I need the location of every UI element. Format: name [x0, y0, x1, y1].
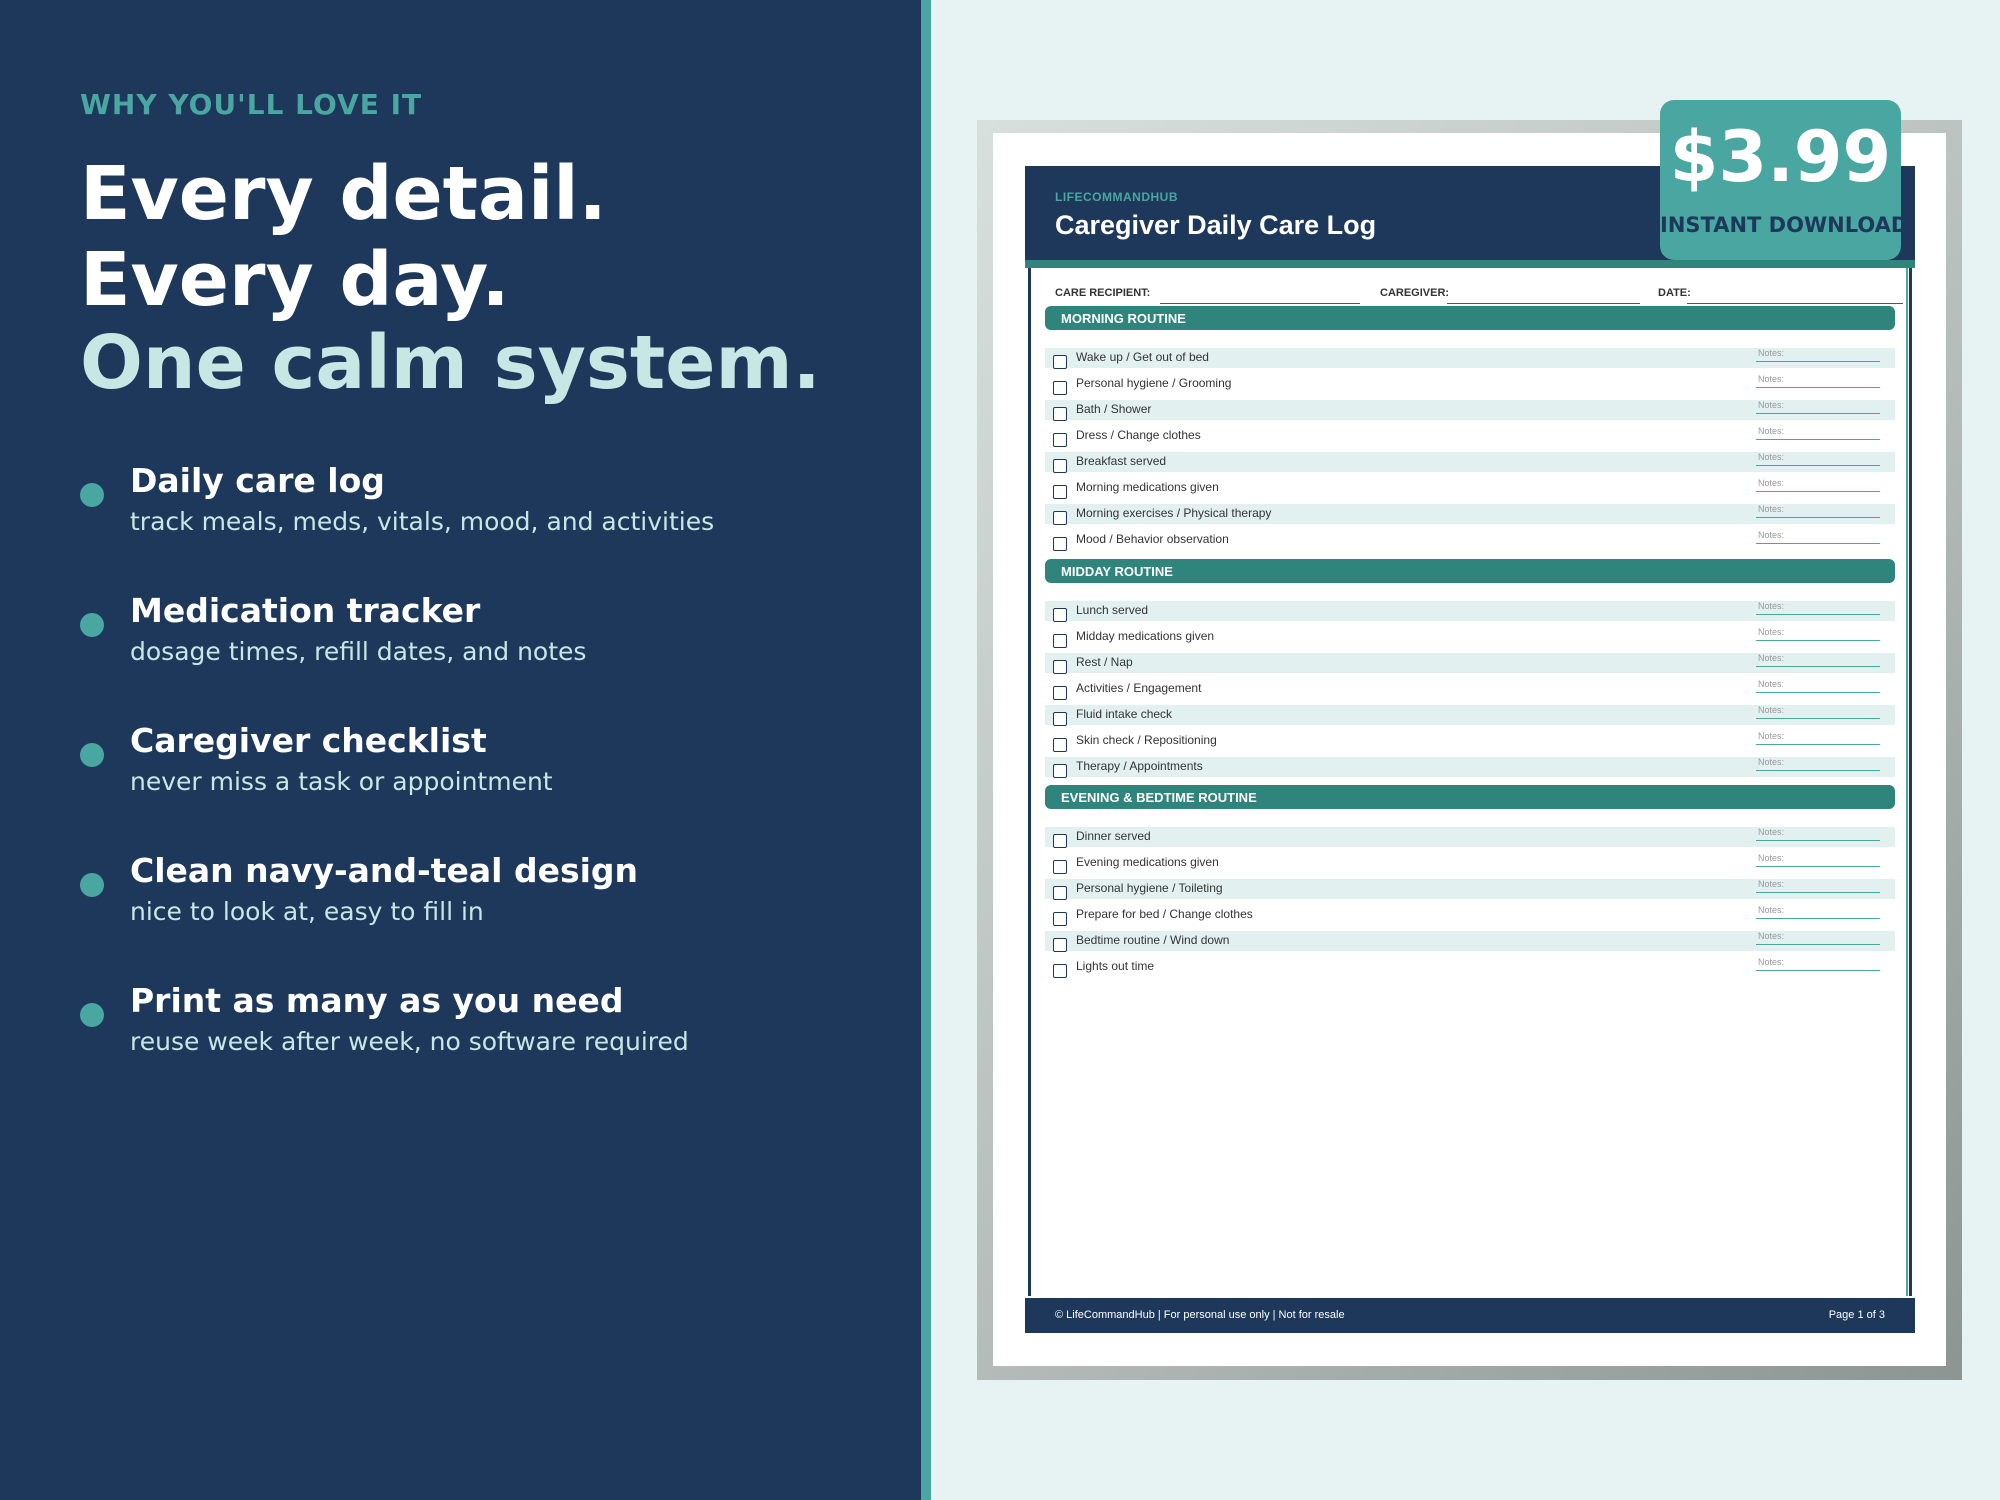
- checklist-row: [1045, 679, 1895, 699]
- checklist-row: [1045, 931, 1895, 951]
- bullet-dot-icon: [80, 613, 104, 637]
- panel-divider: [921, 0, 931, 1500]
- feature-title: Daily care log: [130, 461, 385, 500]
- checklist-row: [1045, 757, 1895, 777]
- feature-subtitle: dosage times, refill dates, and notes: [130, 637, 587, 666]
- checkbox[interactable]: [1053, 686, 1067, 700]
- caregiver-label: CAREGIVER:: [1380, 287, 1450, 299]
- notes-label: Notes:: [1758, 853, 1785, 863]
- checklist-item-label: Skin check / Repositioning: [1076, 733, 1217, 747]
- notes-line[interactable]: [1756, 744, 1880, 745]
- notes-line[interactable]: [1756, 387, 1880, 388]
- checklist-item-label: Morning medications given: [1076, 480, 1219, 494]
- checklist-item-label: Lights out time: [1076, 959, 1155, 973]
- price-badge[interactable]: [1660, 100, 1909, 260]
- notes-label: Notes:: [1758, 653, 1785, 663]
- feature-subtitle: never miss a task or appointment: [130, 767, 553, 796]
- checklist-row: [1045, 705, 1895, 725]
- notes-label: Notes:: [1758, 931, 1785, 941]
- notes-label: Notes:: [1758, 426, 1785, 436]
- feature-subtitle: nice to look at, easy to fill in: [130, 897, 484, 926]
- notes-label: Notes:: [1758, 348, 1785, 358]
- notes-line[interactable]: [1756, 640, 1880, 641]
- checklist-row: [1045, 374, 1895, 394]
- checkbox[interactable]: [1053, 459, 1067, 473]
- eyebrow-label: WHY YOU'LL LOVE IT: [80, 88, 423, 121]
- notes-line[interactable]: [1756, 918, 1880, 919]
- section-title: MIDDAY ROUTINE: [1061, 564, 1173, 579]
- checkbox[interactable]: [1053, 860, 1067, 874]
- info-fields-row: [1037, 273, 1903, 305]
- feature-item: [80, 591, 880, 681]
- notes-line[interactable]: [1756, 491, 1880, 492]
- checklist-item-label: Fluid intake check: [1076, 707, 1173, 721]
- notes-line[interactable]: [1756, 543, 1880, 544]
- bullet-dot-icon: [80, 1003, 104, 1027]
- instant-download-label: INSTANT DOWNLOAD: [1660, 213, 1909, 237]
- checkbox[interactable]: [1053, 608, 1067, 622]
- date-field[interactable]: [1687, 303, 1903, 304]
- feature-item: [80, 981, 880, 1071]
- section-header: [1045, 306, 1895, 330]
- checklist-row: [1045, 905, 1895, 925]
- notes-line[interactable]: [1756, 666, 1880, 667]
- notes-line[interactable]: [1756, 692, 1880, 693]
- checklist-row: [1045, 731, 1895, 751]
- checklist-item-label: Activities / Engagement: [1076, 681, 1202, 695]
- feature-subtitle: reuse week after week, no software required: [130, 1027, 689, 1056]
- checkbox[interactable]: [1053, 964, 1067, 978]
- checkbox[interactable]: [1053, 355, 1067, 369]
- checklist-item-label: Lunch served: [1076, 603, 1149, 617]
- notes-label: Notes:: [1758, 400, 1785, 410]
- checkbox[interactable]: [1053, 764, 1067, 778]
- care-log-document: [1025, 166, 1915, 1333]
- feature-item: [80, 721, 880, 811]
- notes-label: Notes:: [1758, 452, 1785, 462]
- checklist-row: [1045, 426, 1895, 446]
- checkbox[interactable]: [1053, 712, 1067, 726]
- checklist-item-label: Evening medications given: [1076, 855, 1219, 869]
- notes-line[interactable]: [1756, 361, 1880, 362]
- document-title: Caregiver Daily Care Log: [1055, 210, 1377, 240]
- footer-page-number: Page 1 of 3: [1828, 1309, 1885, 1321]
- checklist-row: [1045, 957, 1895, 977]
- feature-title: Clean navy-and-teal design: [130, 851, 639, 890]
- checkbox[interactable]: [1053, 511, 1067, 525]
- checklist-item-label: Dress / Change clothes: [1076, 428, 1201, 442]
- notes-line[interactable]: [1756, 439, 1880, 440]
- notes-line[interactable]: [1756, 840, 1880, 841]
- section-title: EVENING & BEDTIME ROUTINE: [1061, 790, 1257, 805]
- checklist-item-label: Personal hygiene / Toileting: [1076, 881, 1223, 895]
- headline-line-3: One calm system.: [80, 320, 821, 406]
- notes-label: Notes:: [1758, 679, 1785, 689]
- price-value: $3.99: [1669, 116, 1892, 198]
- checklist-row: [1045, 452, 1895, 472]
- notes-label: Notes:: [1758, 374, 1785, 384]
- checkbox[interactable]: [1053, 537, 1067, 551]
- checklist-item-label: Rest / Nap: [1076, 655, 1133, 669]
- notes-label: Notes:: [1758, 879, 1785, 889]
- headline-line-1: Every detail.: [80, 151, 607, 237]
- feature-item: [80, 461, 880, 551]
- checklist-item-label: Prepare for bed / Change clothes: [1076, 907, 1253, 921]
- checklist-row: [1045, 400, 1895, 420]
- section-header: [1045, 785, 1895, 809]
- notes-line[interactable]: [1756, 944, 1880, 945]
- section-title: MORNING ROUTINE: [1061, 311, 1186, 326]
- checklist-row: [1045, 653, 1895, 673]
- notes-label: Notes:: [1758, 504, 1785, 514]
- notes-line[interactable]: [1756, 770, 1880, 771]
- checklist-item-label: Morning exercises / Physical therapy: [1076, 506, 1272, 520]
- notes-line[interactable]: [1756, 517, 1880, 518]
- notes-label: Notes:: [1758, 601, 1785, 611]
- care-recipient-field[interactable]: [1160, 303, 1360, 304]
- checklist-item-label: Dinner served: [1076, 829, 1151, 843]
- feature-title: Medication tracker: [130, 591, 481, 630]
- notes-line[interactable]: [1756, 866, 1880, 867]
- checklist-item-label: Mood / Behavior observation: [1076, 532, 1229, 546]
- checklist-row: [1045, 827, 1895, 847]
- checklist-row: [1045, 627, 1895, 647]
- checklist-row: [1045, 348, 1895, 368]
- document-brand: LIFECOMMANDHUB: [1055, 190, 1178, 204]
- bullet-dot-icon: [80, 483, 104, 507]
- date-label: DATE:: [1658, 287, 1691, 299]
- notes-label: Notes:: [1758, 627, 1785, 637]
- notes-label: Notes:: [1758, 957, 1785, 967]
- checklist-item-label: Bath / Shower: [1076, 402, 1152, 416]
- notes-label: Notes:: [1758, 731, 1785, 741]
- checkbox[interactable]: [1053, 738, 1067, 752]
- checkbox[interactable]: [1053, 834, 1067, 848]
- checkbox[interactable]: [1053, 407, 1067, 421]
- notes-label: Notes:: [1758, 827, 1785, 837]
- checkbox[interactable]: [1053, 912, 1067, 926]
- checklist-row: [1045, 601, 1895, 621]
- checklist-row: [1045, 478, 1895, 498]
- bullet-dot-icon: [80, 743, 104, 767]
- checkbox[interactable]: [1053, 634, 1067, 648]
- checkbox[interactable]: [1053, 485, 1067, 499]
- notes-label: Notes:: [1758, 757, 1785, 767]
- feature-subtitle: track meals, meds, vitals, mood, and activities: [130, 507, 715, 536]
- feature-title: Print as many as you need: [130, 981, 624, 1020]
- notes-line[interactable]: [1756, 614, 1880, 615]
- notes-label: Notes:: [1758, 478, 1785, 488]
- caregiver-field[interactable]: [1447, 303, 1640, 304]
- care-recipient-label: CARE RECIPIENT:: [1055, 287, 1151, 299]
- checkbox[interactable]: [1053, 381, 1067, 395]
- notes-line[interactable]: [1756, 970, 1880, 971]
- notes-line[interactable]: [1756, 413, 1880, 414]
- notes-line[interactable]: [1756, 465, 1880, 466]
- feature-title: Caregiver checklist: [130, 721, 487, 760]
- notes-label: Notes:: [1758, 705, 1785, 715]
- notes-line[interactable]: [1756, 718, 1880, 719]
- checklist-item-label: Therapy / Appointments: [1076, 759, 1203, 773]
- document-footer: [1025, 1298, 1915, 1333]
- checklist-row: [1045, 879, 1895, 899]
- bullet-dot-icon: [80, 873, 104, 897]
- checklist-item-label: Breakfast served: [1076, 454, 1167, 468]
- checklist-row: [1045, 504, 1895, 524]
- checklist-row: [1045, 530, 1895, 550]
- checkbox[interactable]: [1053, 938, 1067, 952]
- headline-line-2: Every day.: [80, 237, 510, 323]
- checklist-item-label: Personal hygiene / Grooming: [1076, 376, 1232, 390]
- notes-line[interactable]: [1756, 892, 1880, 893]
- checklist-item-label: Midday medications given: [1076, 629, 1215, 643]
- checkbox[interactable]: [1053, 433, 1067, 447]
- notes-label: Notes:: [1758, 530, 1785, 540]
- checklist-row: [1045, 853, 1895, 873]
- notes-label: Notes:: [1758, 905, 1785, 915]
- checklist-item-label: Bedtime routine / Wind down: [1076, 933, 1230, 947]
- checklist-item-label: Wake up / Get out of bed: [1076, 350, 1209, 364]
- left-panel: [0, 0, 921, 1500]
- footer-copyright: © LifeCommandHub | For personal use only | Not for resale: [1055, 1309, 1345, 1321]
- header-accent-line: [1025, 260, 1915, 268]
- checkbox[interactable]: [1053, 660, 1067, 674]
- section-header: [1045, 559, 1895, 583]
- checkbox[interactable]: [1053, 886, 1067, 900]
- feature-item: [80, 851, 880, 941]
